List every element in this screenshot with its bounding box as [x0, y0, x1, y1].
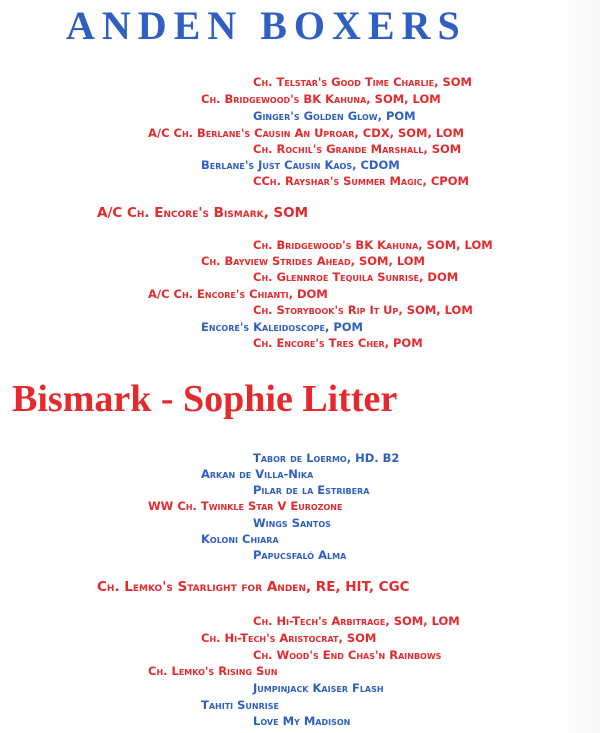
pedigree-line: Encore's Kaleidoscope, POM [201, 320, 363, 334]
pedigree-line: Ch. Glennroe Tequila Sunrise, DOM [253, 270, 459, 284]
pedigree-line: A/C Ch. Encore's Chianti, DOM [148, 287, 328, 301]
pedigree-line: Ch. Bridgewood's BK Kahuna, SOM, LOM [253, 238, 493, 252]
pedigree-line: CCh. Rayshar's Summer Magic, CPOM [253, 174, 469, 188]
pedigree-line: Ch. Hi-Tech's Arbitrage, SOM, LOM [253, 614, 460, 628]
pedigree-line: Pilar de la Estribera [253, 483, 370, 497]
pedigree-line: Ch. Storybook's Rip It Up, SOM, LOM [253, 303, 473, 317]
pedigree-line: Ch. Lemko's Rising Sun [148, 664, 278, 678]
pedigree-line: Ch. Wood's End Chas'n Rainbows [253, 648, 442, 662]
pedigree-line: Ch. Encore's Tres Cher, POM [253, 336, 423, 350]
pedigree-line: Ch. Bridgewood's BK Kahuna, SOM, LOM [201, 92, 441, 106]
pedigree-line: Ch. Hi-Tech's Aristocrat, SOM [201, 631, 377, 645]
pedigree-line: Love My Madison [253, 714, 351, 728]
pedigree-line: Tahiti Sunrise [201, 698, 279, 712]
pedigree-line: Ginger's Golden Glow, POM [253, 109, 416, 123]
pedigree-line: Ch. Rochil's Grande Marshall, SOM [253, 142, 462, 156]
pedigree-line: Ch. Telstar's Good Time Charlie, SOM [253, 75, 472, 89]
pedigree-line: Wings Santos [253, 516, 331, 530]
dam-name: Ch. Lemko's Starlight for Anden, RE, HIT, CGC [97, 579, 410, 595]
page-title: ANDEN BOXERS [66, 3, 467, 48]
pedigree-line: Berlane's Just Causin Kaos, CDOM [201, 158, 400, 172]
pedigree-line: Arkan de Villa-Nika [201, 467, 314, 481]
litter-title: Bismark - Sophie Litter [12, 378, 398, 420]
pedigree-line: Papucsfaló Alma [253, 548, 347, 562]
pedigree-line: Tabor de Loermo, HD. B2 [253, 451, 400, 465]
pedigree-line: Koloni Chiara [201, 532, 279, 546]
pedigree-line: Jumpinjack Kaiser Flash [253, 681, 384, 695]
pedigree-line: Ch. Bayview Strides Ahead, SOM, LOM [201, 254, 425, 268]
pedigree-line: A/C Ch. Berlane's Causin An Uproar, CDX, SOM, LOM [148, 126, 465, 140]
pedigree-line: WW Ch. Twinkle Star V Eurozone [148, 499, 343, 513]
sire-name: A/C Ch. Encore's Bismark, SOM [97, 205, 309, 221]
